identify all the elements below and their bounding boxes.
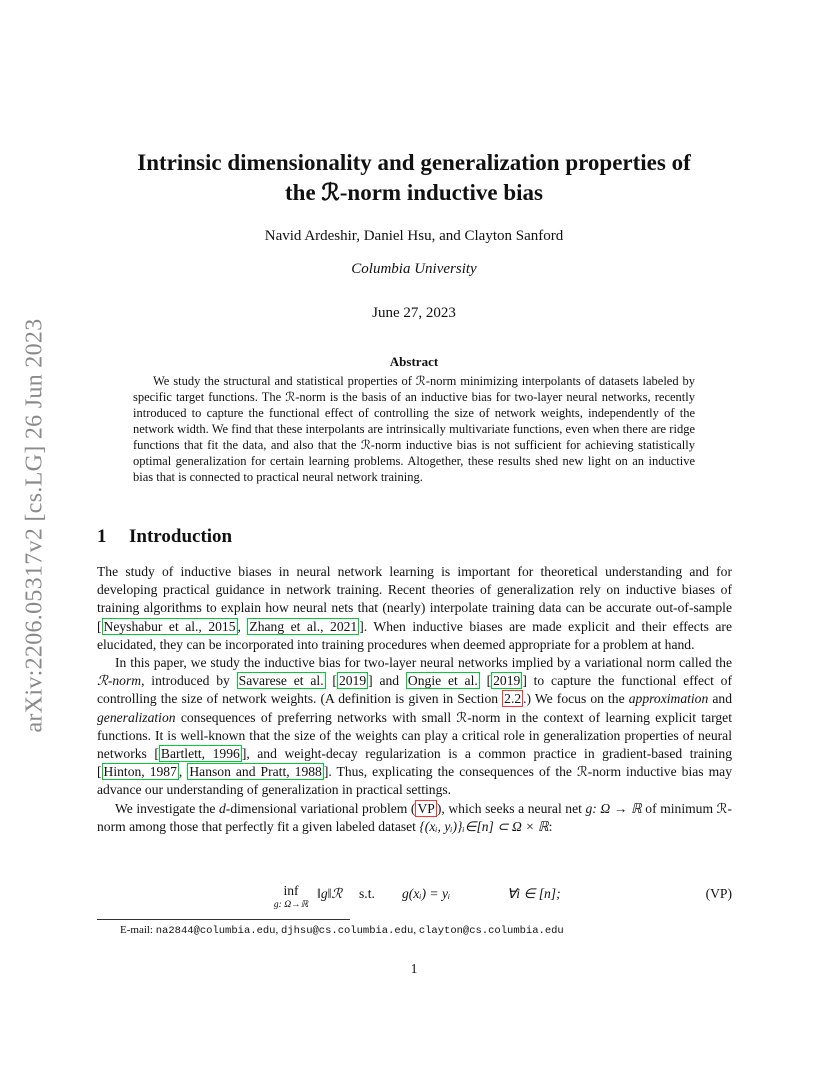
- equation-vp: [97, 884, 732, 914]
- paragraph-3: [97, 800, 732, 836]
- citation-link[interactable]: Hinton, 1987: [103, 764, 177, 780]
- section-heading: [97, 526, 232, 548]
- citation-link[interactable]: Neyshabur et al., 2015: [103, 618, 236, 634]
- text: consequences of preferring networks with small ℛ-norm in the context of learning explicit target functions. It is well-known that the size of the weights can play a critical role in generalization properties of neural networks [: [97, 709, 732, 762]
- authors: Navid Ardeshir, Daniel Hsu, and Clayton Sanford: [264, 228, 564, 244]
- operator-inf: inf: [283, 883, 299, 898]
- equation-norm: ‖g‖ℛ: [317, 886, 343, 901]
- equation-such-that: s.t.: [359, 886, 375, 901]
- paragraph-1: [97, 563, 732, 654]
- abstract-heading: Abstract: [389, 354, 439, 369]
- equation-tag: (VP): [705, 886, 732, 901]
- abstract-body: [133, 373, 695, 485]
- section-number: 1: [97, 526, 107, 547]
- footnote-label: E-mail:: [120, 924, 156, 936]
- title-line-1: Intrinsic dimensionality and generalization properties of: [137, 150, 691, 175]
- section-reference-link[interactable]: 2.2: [504, 691, 522, 707]
- arxiv-stamp-text: arXiv:2206.05317v2 [cs.LG] 26 Jun 2023: [21, 317, 48, 733]
- text: of minimum ℛ-norm among those that perfectly fit a given labeled dataset: [97, 800, 733, 834]
- paper-title: [0, 148, 828, 208]
- date: June 27, 2023: [372, 305, 456, 321]
- text: .) We focus on the: [523, 691, 629, 707]
- equation-reference-link[interactable]: VP: [417, 800, 435, 816]
- citation-link[interactable]: 2019: [493, 673, 521, 689]
- affiliation: Columbia University: [351, 261, 477, 277]
- citation-link[interactable]: Ongie et al.: [407, 673, 478, 689]
- text: -dimensional variational problem (: [225, 800, 416, 816]
- citation-link[interactable]: Savarese et al.: [238, 673, 324, 689]
- text: ] to capture the functional effect of controlling the size of network weights. (A definition is given in Section: [97, 673, 733, 707]
- math-inline: {(xᵢ, yᵢ)}ᵢ∈[n] ⊂ Ω × ℝ: [419, 818, 549, 834]
- citation-link[interactable]: 2019: [338, 673, 367, 689]
- equation-constraint: g(xᵢ) = yᵢ: [402, 886, 451, 901]
- text: ], and weight-decay regularization is a common practice in gradient-based training [: [97, 746, 732, 780]
- paragraph-2: [97, 654, 732, 800]
- email-address: na2844@columbia.edu: [155, 925, 276, 937]
- text: :: [548, 818, 553, 834]
- equation-quantifier: ∀i ∈ [n];: [507, 886, 561, 901]
- text: [: [479, 673, 492, 689]
- footnote-divider: [97, 919, 350, 920]
- text: and: [708, 691, 733, 707]
- text: ] and: [368, 673, 406, 689]
- introduction-body: [97, 563, 732, 836]
- citation-link[interactable]: Hanson and Pratt, 1988: [189, 764, 322, 780]
- email-address: clayton@cs.columbia.edu: [418, 925, 564, 937]
- text: , introduced by: [141, 673, 237, 689]
- equation-operator: [267, 884, 315, 912]
- emphasis: generalization: [97, 709, 176, 725]
- emphasis: approximation: [628, 691, 709, 707]
- title-line-2: the ℛ-norm inductive bias: [285, 180, 543, 205]
- separator: ,: [413, 924, 419, 936]
- text: ]. When inductive biases are made explicit and their effects are elucidated, they can be incorporated into training procedures when deemed appropriate for a problem at hand.: [97, 618, 732, 652]
- text: We investigate the: [115, 800, 219, 816]
- page-number: 1: [410, 961, 418, 976]
- operator-subscript: g: Ω→ℝ: [273, 900, 309, 910]
- text: ,: [237, 618, 248, 634]
- citation-link[interactable]: Zhang et al., 2021: [249, 618, 358, 634]
- text: ), which seeks a neural net: [436, 800, 586, 816]
- text: In this paper, we study the inductive bias for two-layer neural networks implied by a variational norm called the: [115, 655, 732, 671]
- text: The study of inductive biases in neural network learning is important for theoretical understanding and for developing practical guidance in network training. Recent theories of generalization rely on inductive biases of training algorithms to explain how neural nets that (nearly) interpolate training data can be accurate out-of-sample [: [97, 564, 732, 634]
- citation-link[interactable]: Bartlett, 1996: [160, 746, 240, 762]
- footnote: [120, 924, 564, 937]
- text: ,: [178, 764, 188, 780]
- separator: ,: [275, 924, 281, 936]
- text: [: [325, 673, 337, 689]
- math-inline: g: Ω → ℝ: [585, 800, 642, 816]
- abstract-text: We study the structural and statistical properties of ℛ-norm minimizing interpolants of datasets labeled by specific target functions. The ℛ-norm is the basis of an inductive bias for two-layer neural networks, recently introduced to capture the functional effect of controlling the size of network weights, independently of the network width. We find that these interpolants are intrinsically multivariate functions, even when there are ridge functions that fit the data, and also that the ℛ-norm inductive bias is not sufficient for achieving statistically optimal generalization for certain learning problems. Altogether, these results shed new light on an inductive bias that is connected to practical neural network training.: [133, 374, 695, 484]
- email-address: djhsu@cs.columbia.edu: [280, 925, 414, 937]
- math-inline: d: [219, 800, 226, 816]
- emphasis: ℛ-norm: [97, 673, 142, 689]
- text: ]. Thus, explicating the consequences of the ℛ-norm inductive bias may advance our understanding of generalization in practical settings.: [97, 764, 732, 798]
- section-title: Introduction: [129, 526, 233, 547]
